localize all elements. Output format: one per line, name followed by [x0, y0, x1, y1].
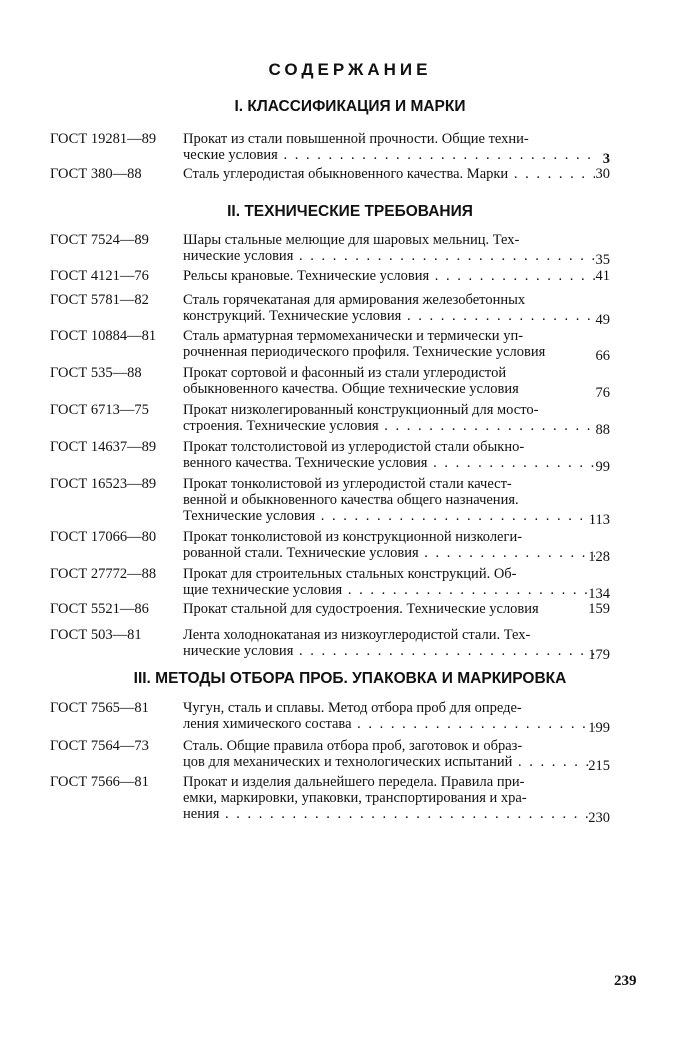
entry-title [183, 627, 595, 659]
gost-code: ГОСТ 4121—76 [50, 268, 149, 284]
entry-title-line: рочненная периодического профиля. Технические условия [183, 344, 546, 360]
toc-entry [50, 402, 610, 438]
section-heading: I. КЛАССИФИКАЦИЯ И МАРКИ [234, 98, 466, 115]
entry-title-line: Прокат сортовой и фасонный из стали углеродистой [183, 365, 507, 381]
entry-title [183, 529, 595, 561]
page-ref: 179 [588, 647, 610, 663]
toc-entry [50, 232, 610, 268]
entry-title-line: обыкновенного качества. Общие технические условия [183, 381, 519, 397]
entry-title [183, 476, 595, 524]
entry-title-line: Сталь углеродистая обыкновенного качества. Марки . . . [183, 166, 595, 182]
entry-title-line: щие технические условия . . . [183, 582, 595, 598]
entry-title [183, 774, 595, 822]
entry-title [183, 601, 595, 617]
page-ref: 76 [595, 385, 610, 401]
entry-title [183, 131, 595, 163]
section-heading: III. МЕТОДЫ ОТБОРА ПРОБ. УПАКОВКА И МАРКИРОВКА [133, 670, 567, 687]
page-ref: 30 [595, 166, 610, 182]
page-ref: 3 [602, 151, 610, 167]
entry-title [183, 365, 595, 397]
page-ref: 215 [588, 758, 610, 774]
page-ref: 49 [595, 312, 610, 328]
entry-title-line: Лента холоднокатаная из низкоуглеродистой стали. Тех- [183, 627, 531, 643]
entry-title-line: Прокат для строительных стальных конструкций. Об- [183, 566, 517, 582]
page-ref: 128 [588, 549, 610, 565]
entry-title-line: Технические условия . . . [183, 508, 595, 524]
gost-code: ГОСТ 503—81 [50, 627, 142, 643]
gost-code: ГОСТ 5521—86 [50, 601, 149, 617]
entry-title-line: Рельсы крановые. Технические условия . . . [183, 268, 595, 284]
gost-code: ГОСТ 19281—89 [50, 131, 157, 147]
entry-title-line: цов для механических и технологических испытаний . . . [183, 754, 595, 770]
page-title: СОДЕРЖАНИЕ [268, 60, 432, 79]
entry-title [183, 700, 595, 732]
page-ref: 113 [588, 512, 610, 528]
gost-code: ГОСТ 535—88 [50, 365, 142, 381]
page-ref: 230 [588, 810, 610, 826]
entry-title-line: нические условия . . . [183, 248, 595, 264]
toc-entry [50, 476, 610, 528]
toc-entry [50, 700, 610, 736]
entry-title-line: Чугун, сталь и сплавы. Метод отбора проб для опреде- [183, 700, 522, 716]
entry-title-line: нические условия . . . [183, 643, 595, 659]
gost-code: ГОСТ 16523—89 [50, 476, 157, 492]
gost-code: ГОСТ 14637—89 [50, 439, 157, 455]
entry-title-line: ления химического состава . . . [183, 716, 595, 732]
entry-title-line: Сталь. Общие правила отбора проб, заготовок и образ- [183, 738, 523, 754]
page-number: 239 [614, 973, 637, 989]
gost-code: ГОСТ 5781—82 [50, 292, 149, 308]
toc-entry [50, 566, 610, 602]
page-ref: 41 [595, 268, 610, 284]
entry-title [183, 292, 595, 324]
entry-title-line: Сталь арматурная термомеханически и термически уп- [183, 328, 524, 344]
gost-code: ГОСТ 7524—89 [50, 232, 149, 248]
entry-title-line: Прокат стальной для судостроения. Технические условия [183, 601, 539, 617]
toc-entry [50, 166, 610, 182]
toc-entry [50, 627, 610, 663]
gost-code: ГОСТ 7565—81 [50, 700, 149, 716]
toc-entry [50, 529, 610, 565]
entry-title-line: венного качества. Технические условия . . . [183, 455, 595, 471]
entry-title [183, 328, 595, 360]
entry-title [183, 566, 595, 598]
entry-title-line: рованной стали. Технические условия . . . [183, 545, 595, 561]
entry-title [183, 402, 595, 434]
entry-title-line: Сталь горячекатаная для армирования железобетонных [183, 292, 526, 308]
entry-title [183, 232, 595, 264]
toc-entry [50, 328, 610, 364]
toc-entry [50, 774, 610, 826]
entry-title-line: Прокат и изделия дальнейшего передела. Правила при- [183, 774, 525, 790]
toc-entry [50, 268, 610, 284]
toc-entry [50, 131, 610, 167]
gost-code: ГОСТ 10884—81 [50, 328, 157, 344]
gost-code: ГОСТ 6713—75 [50, 402, 149, 418]
entry-title-line: Прокат из стали повышенной прочности. Общие техни- [183, 131, 529, 147]
entry-title [183, 166, 595, 182]
entry-title-line: Шары стальные мелющие для шаровых мельниц. Тех- [183, 232, 520, 248]
page-ref: 99 [595, 459, 610, 475]
page-ref: 35 [595, 252, 610, 268]
page-ref: 66 [595, 348, 610, 364]
toc-entry [50, 738, 610, 774]
entry-title-line: ческие условия . . . [183, 147, 595, 163]
page-ref: 88 [595, 422, 610, 438]
entry-title-line: строения. Технические условия . . . [183, 418, 595, 434]
entry-title-line: нения . . . [183, 806, 595, 822]
gost-code: ГОСТ 7564—73 [50, 738, 149, 754]
gost-code: ГОСТ 380—88 [50, 166, 142, 182]
entry-title-line: Прокат низколегированный конструкционный для мосто- [183, 402, 539, 418]
page-ref: 134 [588, 586, 610, 602]
gost-code: ГОСТ 27772—88 [50, 566, 157, 582]
toc-entry [50, 292, 610, 328]
entry-title-line: Прокат толстолистовой из углеродистой стали обыкно- [183, 439, 525, 455]
entry-title-line: Прокат тонколистовой из конструкционной низколеги- [183, 529, 523, 545]
entry-title-line: венной и обыкновенного качества общего назначения. [183, 492, 519, 508]
toc-entry [50, 439, 610, 475]
entry-title-line: конструкций. Технические условия . . . [183, 308, 595, 324]
gost-code: ГОСТ 7566—81 [50, 774, 149, 790]
toc-entry [50, 601, 610, 617]
page-ref: 159 [588, 601, 610, 617]
entry-title-line: Прокат тонколистовой из углеродистой стали качест- [183, 476, 512, 492]
toc-entry [50, 365, 610, 401]
gost-code: ГОСТ 17066—80 [50, 529, 157, 545]
entry-title [183, 439, 595, 471]
entry-title [183, 738, 595, 770]
entry-title [183, 268, 595, 284]
entry-title-line: емки, маркировки, упаковки, транспортирования и хра- [183, 790, 527, 806]
page-ref: 199 [588, 720, 610, 736]
section-heading: II. ТЕХНИЧЕСКИЕ ТРЕБОВАНИЯ [227, 203, 473, 220]
